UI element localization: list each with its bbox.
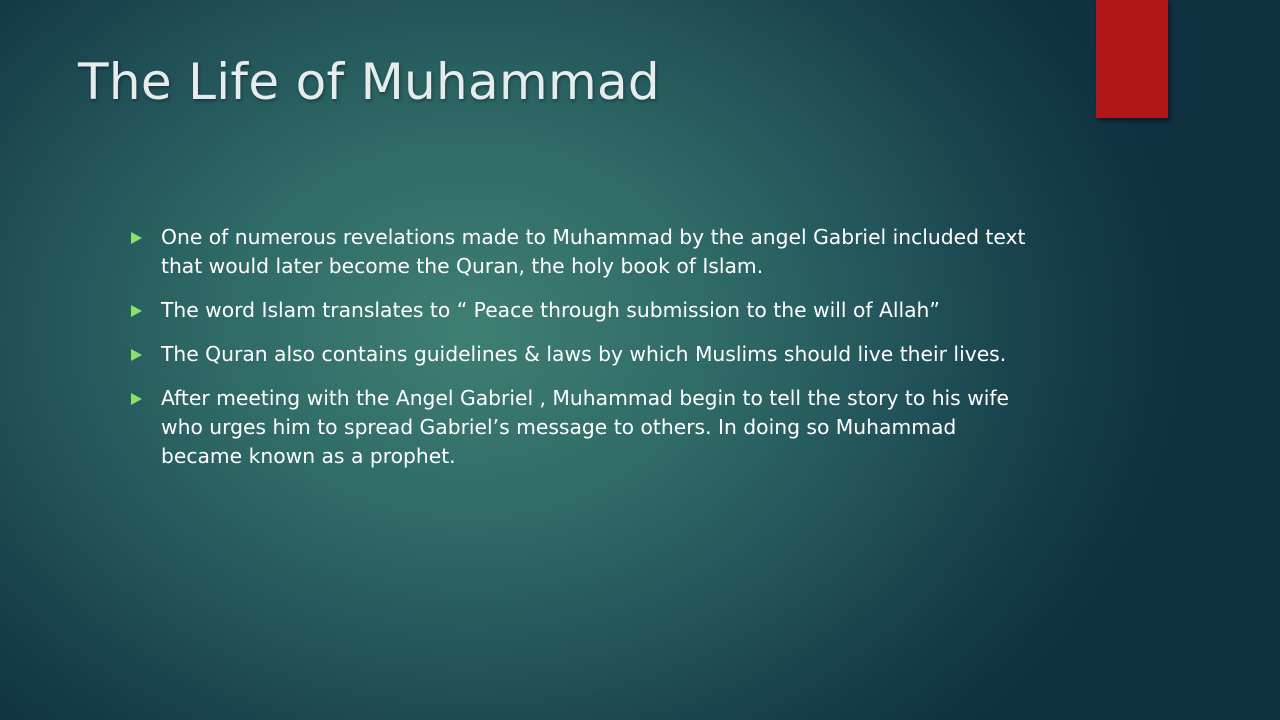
accent-bar [1096, 0, 1168, 118]
bullet-text: The Quran also contains guidelines & laws by which Muslims should live their lives. [161, 342, 1007, 366]
triangle-arrow-icon [131, 232, 142, 244]
bullet-text: After meeting with the Angel Gabriel , Muhammad begin to tell the story to his wife who urges him to spread Gabriel’s message to others. In doing so Muhammad became known as a prophet. [161, 386, 1010, 468]
bullet-item [130, 296, 1040, 325]
bullet-text: The word Islam translates to “ Peace through submission to the will of Allah” [161, 298, 940, 322]
bullet-text: One of numerous revelations made to Muhammad by the angel Gabriel included text that would later become the Quran, the holy book of Islam. [161, 225, 1026, 278]
triangle-arrow-icon [131, 305, 142, 317]
bullet-item [130, 223, 1040, 281]
bullet-list [130, 223, 1040, 486]
bullet-item [130, 340, 1040, 369]
slide-title: The Life of Muhammad [78, 53, 660, 111]
triangle-arrow-icon [131, 349, 142, 361]
triangle-arrow-icon [131, 393, 142, 405]
bullet-item [130, 384, 1040, 471]
